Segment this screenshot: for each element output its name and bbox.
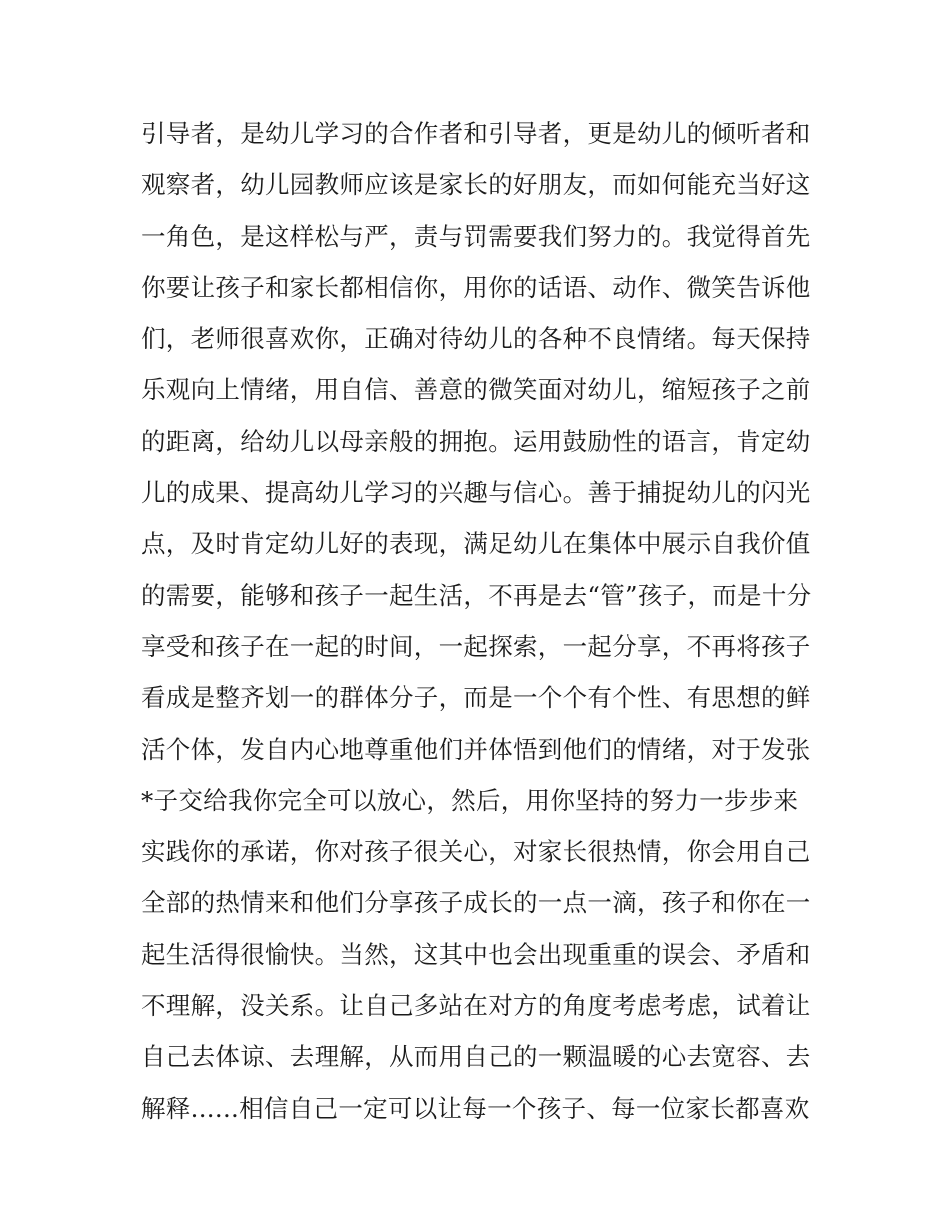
body-text xyxy=(141,108,831,1134)
text-line: 解释......相信自己一定可以让每一个孩子、每一位家长都喜欢 xyxy=(141,1093,810,1123)
text-line: 看成是整齐划一的群体分子，而是一个个有个性、有思想的鲜 xyxy=(141,683,811,713)
text-line: 们，老师很喜欢你，正确对待幼儿的各种不良情绪。每天保持 xyxy=(141,324,811,354)
text-line: *子交给我你完全可以放心，然后，用你坚持的努力一步步来 xyxy=(141,785,799,815)
text-line: 一角色，是这样松与严，责与罚需要我们努力的。我觉得首先 xyxy=(141,221,811,251)
text-line: 享受和孩子在一起的时间，一起探索，一起分享，不再将孩子 xyxy=(141,631,811,661)
text-line: 引导者，是幼儿学习的合作者和引导者，更是幼儿的倾听者和 xyxy=(141,119,811,148)
text-line: 实践你的承诺，你对孩子很关心，对家长很热情，你会用自己 xyxy=(141,837,811,867)
text-line: 观察者，幼儿园教师应该是家长的好朋友，而如何能充当好这 xyxy=(141,170,811,200)
text-line: 的距离，给幼儿以母亲般的拥抱。运用鼓励性的语言，肯定幼 xyxy=(141,426,811,456)
text-line: 不理解，没关系。让自己多站在对方的角度考虑考虑，试着让 xyxy=(141,991,811,1021)
text-line: 的需要，能够和孩子一起生活，不再是去“管”孩子，而是十分 xyxy=(141,580,812,610)
text-line: 活个体，发自内心地尊重他们并体悟到他们的情绪，对于发张 xyxy=(141,734,811,764)
text-line: 点，及时肯定幼儿好的表现，满足幼儿在集体中展示自我价值 xyxy=(141,529,811,559)
text-line: 全部的热情来和他们分享孩子成长的一点一滴，孩子和你在一 xyxy=(141,888,811,918)
text-line: 起生活得很愉快。当然，这其中也会出现重重的误会、矛盾和 xyxy=(141,939,811,969)
text-line: 你要让孩子和家长都相信你，用你的话语、动作、微笑告诉他 xyxy=(141,272,811,302)
text-line: 自己去体谅、去理解，从而用自己的一颗温暖的心去宽容、去 xyxy=(141,1042,811,1072)
text-line: 儿的成果、提高幼儿学习的兴趣与信心。善于捕捉幼儿的闪光 xyxy=(141,478,811,508)
text-line: 乐观向上情绪，用自信、善意的微笑面对幼儿，缩短孩子之前 xyxy=(141,375,811,405)
